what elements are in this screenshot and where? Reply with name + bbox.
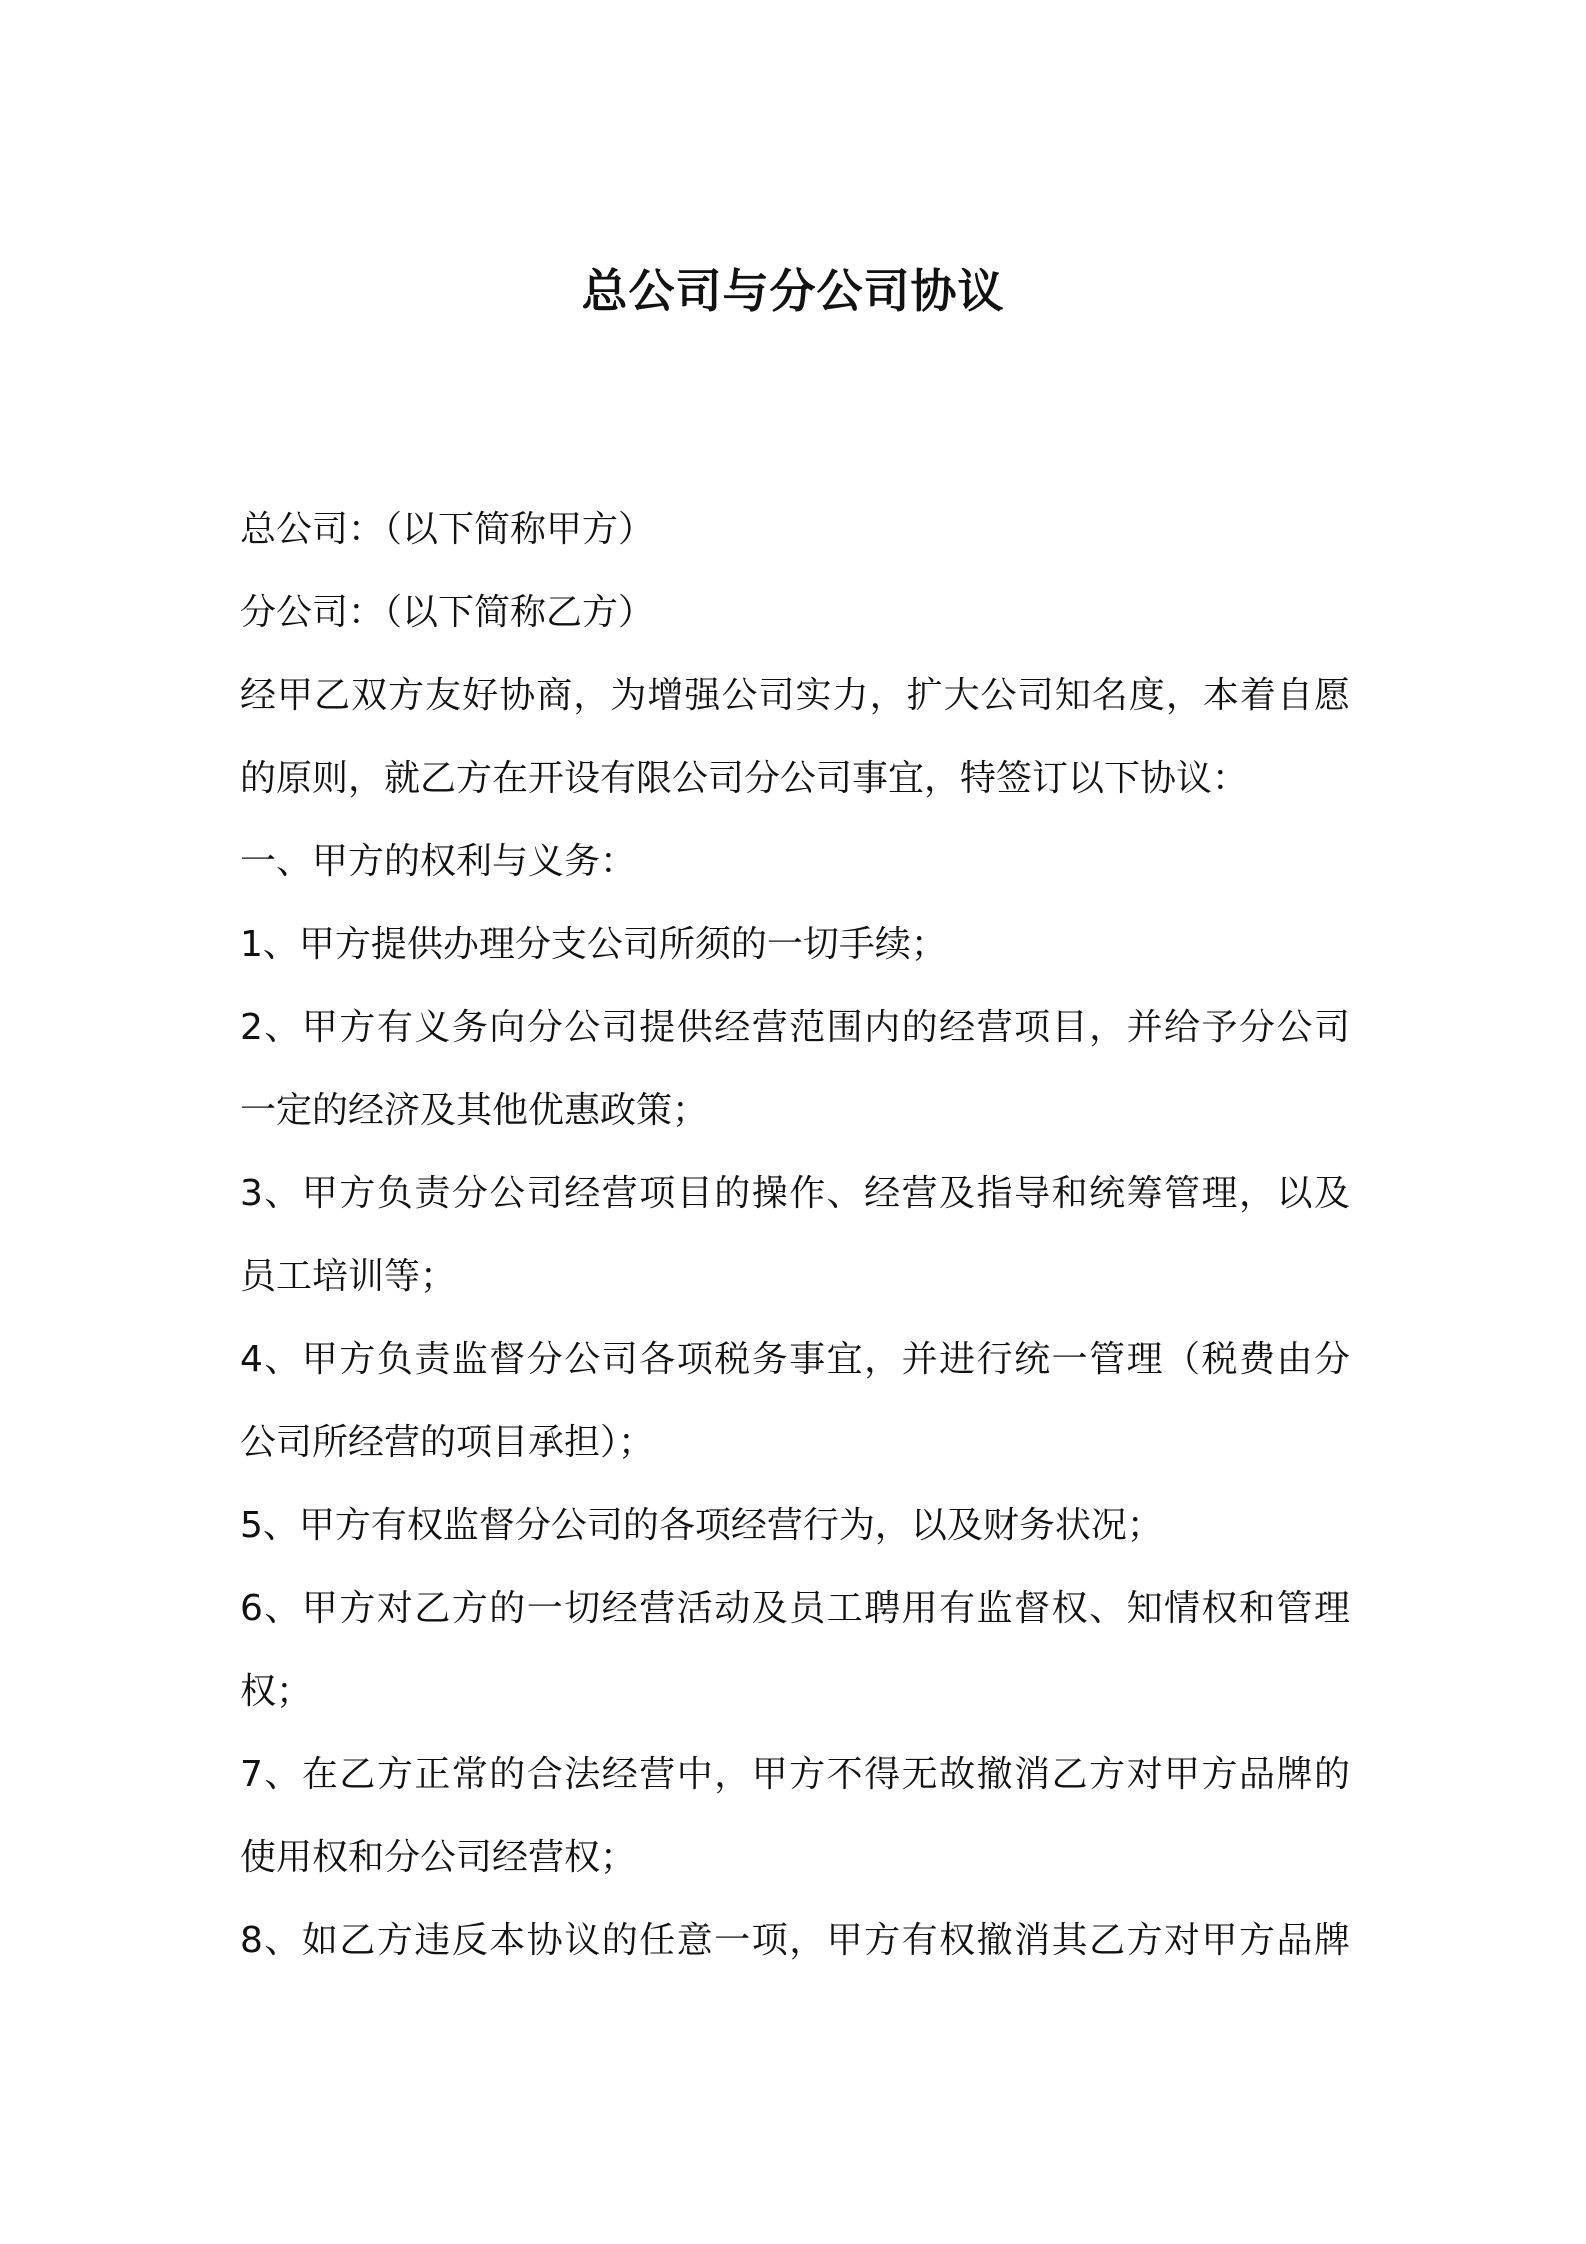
- list-item: 1、甲方提供办理分支公司所须的一切手续；: [240, 924, 947, 965]
- list-item-continuation: 公司所经营的项目承担）；: [240, 1422, 655, 1463]
- paragraph-line: 总公司：（以下简称甲方）: [240, 509, 655, 550]
- paragraph-line: 分公司：（以下简称乙方）: [240, 592, 655, 633]
- list-item: 6、甲方对乙方的一切经营活动及员工聘用有监督权、知情权和管理: [240, 1588, 1350, 1629]
- list-item: 8、如乙方违反本协议的任意一项，甲方有权撤消其乙方对甲方品牌: [240, 1920, 1350, 1961]
- list-item-continuation: 一定的经济及其他优惠政策；: [240, 1090, 709, 1131]
- list-item: 5、甲方有权监督分公司的各项经营行为，以及财务状况；: [240, 1505, 1163, 1546]
- list-item-continuation: 权；: [240, 1671, 313, 1712]
- list-item: 4、甲方负责监督分公司各项税务事宜，并进行统一管理（税费由分: [240, 1339, 1350, 1380]
- list-item-continuation: 员工培训等；: [240, 1256, 457, 1297]
- document-title: 总公司与分公司协议: [581, 264, 1005, 318]
- document-body: [240, 488, 1350, 1982]
- paragraph-line: 经甲乙双方友好协商，为增强公司实力，扩大公司知名度，本着自愿: [240, 675, 1350, 716]
- list-item: 7、在乙方正常的合法经营中，甲方不得无故撤消乙方对甲方品牌的: [240, 1754, 1350, 1795]
- list-item: 3、甲方负责分公司经营项目的操作、经营及指导和统筹管理，以及: [240, 1173, 1350, 1214]
- list-item-continuation: 使用权和分公司经营权；: [240, 1837, 637, 1878]
- section-heading: 一、甲方的权利与义务：: [240, 841, 637, 882]
- list-item: 2、甲方有义务向分公司提供经营范围内的经营项目，并给予分公司: [240, 1007, 1350, 1048]
- paragraph-line: 的原则，就乙方在开设有限公司分公司事宜，特签订以下协议：: [240, 758, 1249, 799]
